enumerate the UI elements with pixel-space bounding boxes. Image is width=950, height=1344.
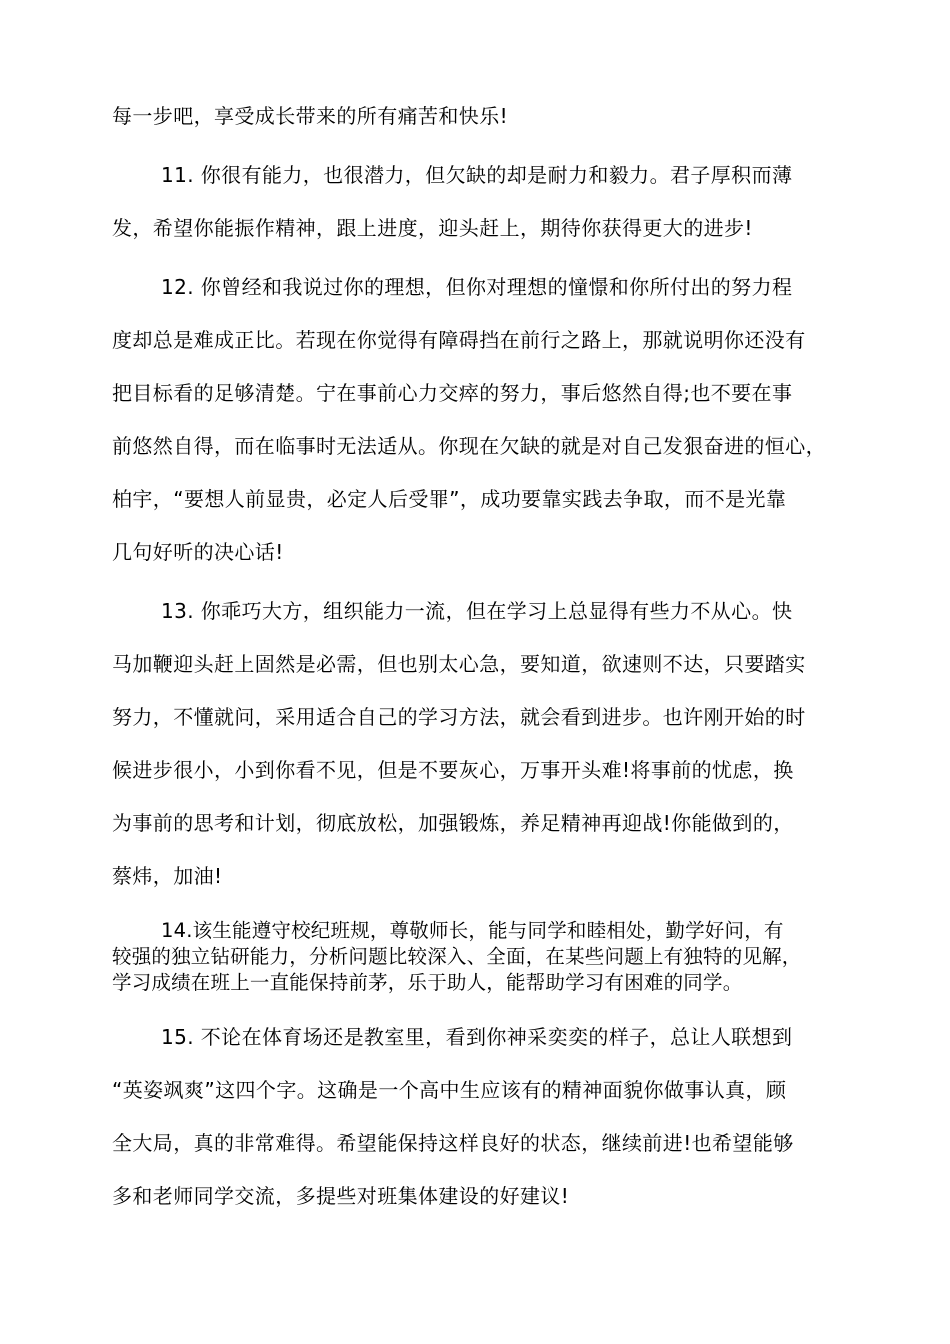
paragraph-line: 几句好听的决心话!: [112, 540, 284, 564]
paragraph-line: 柏宇，“要想人前显贵，必定人后受罪”，成功要靠实践去争取，而不是光靠: [112, 487, 787, 511]
paragraph-line: 候进步很小，小到你看不见，但是不要灰心，万事开头难!将事前的忧虑，换: [112, 758, 794, 782]
paragraph-line: 努力，不懂就问，采用适合自己的学习方法，就会看到进步。也许刚开始的时: [112, 705, 806, 729]
paragraph-line: 发，希望你能振作精神，跟上进度，迎头赶上，期待你获得更大的进步!: [112, 216, 753, 240]
paragraph-line: 13. 你乖巧大方，组织能力一流，但在学习上总显得有些力不从心。快: [161, 599, 793, 623]
paragraph-line: 前悠然自得，而在临事时无法适从。你现在欠缺的就是对自己发狠奋进的恒心，: [112, 434, 826, 458]
paragraph-line: 学习成绩在班上一直能保持前茅，乐于助人，能帮助学习有困难的同学。: [112, 971, 743, 994]
paragraph-line: 15. 不论在体育场还是教室里，看到你神采奕奕的样子，总让人联想到: [161, 1025, 793, 1049]
paragraph-line: 把目标看的足够清楚。宁在事前心力交瘁的努力，事后悠然自得;也不要在事: [112, 381, 793, 405]
paragraph-line: 全大局，真的非常难得。希望能保持这样良好的状态，继续前进!也希望能够: [112, 1131, 794, 1155]
paragraph-line: 12. 你曾经和我说过你的理想，但你对理想的憧憬和你所付出的努力程: [161, 275, 793, 299]
paragraph-line: 蔡炜，加油!: [112, 864, 223, 888]
paragraph-line: 为事前的思考和计划，彻底放松，加强锻炼，养足精神再迎战!你能做到的，: [112, 811, 794, 835]
paragraph-line: 多和老师同学交流，多提些对班集体建设的好建议!: [112, 1184, 570, 1208]
paragraph-line: 较强的独立钻研能力，分析问题比较深入、全面，在某些问题上有独特的见解，: [112, 945, 802, 968]
paragraph-line: 每一步吧，享受成长带来的所有痛苦和快乐!: [112, 104, 509, 128]
paragraph-line: 度却总是难成正比。若现在你觉得有障碍挡在前行之路上，那就说明你还没有: [112, 328, 806, 352]
paragraph-line: 14.该生能遵守校纪班规，尊敬师长，能与同学和睦相处，勤学好问，有: [161, 919, 784, 942]
paragraph-line: 11. 你很有能力，也很潜力，但欠缺的却是耐力和毅力。君子厚积而薄: [161, 163, 793, 187]
paragraph-line: “英姿飒爽”这四个字。这确是一个高中生应该有的精神面貌你做事认真，顾: [112, 1078, 787, 1102]
paragraph-line: 马加鞭迎头赶上固然是必需，但也别太心急，要知道，欲速则不达，只要踏实: [112, 652, 806, 676]
